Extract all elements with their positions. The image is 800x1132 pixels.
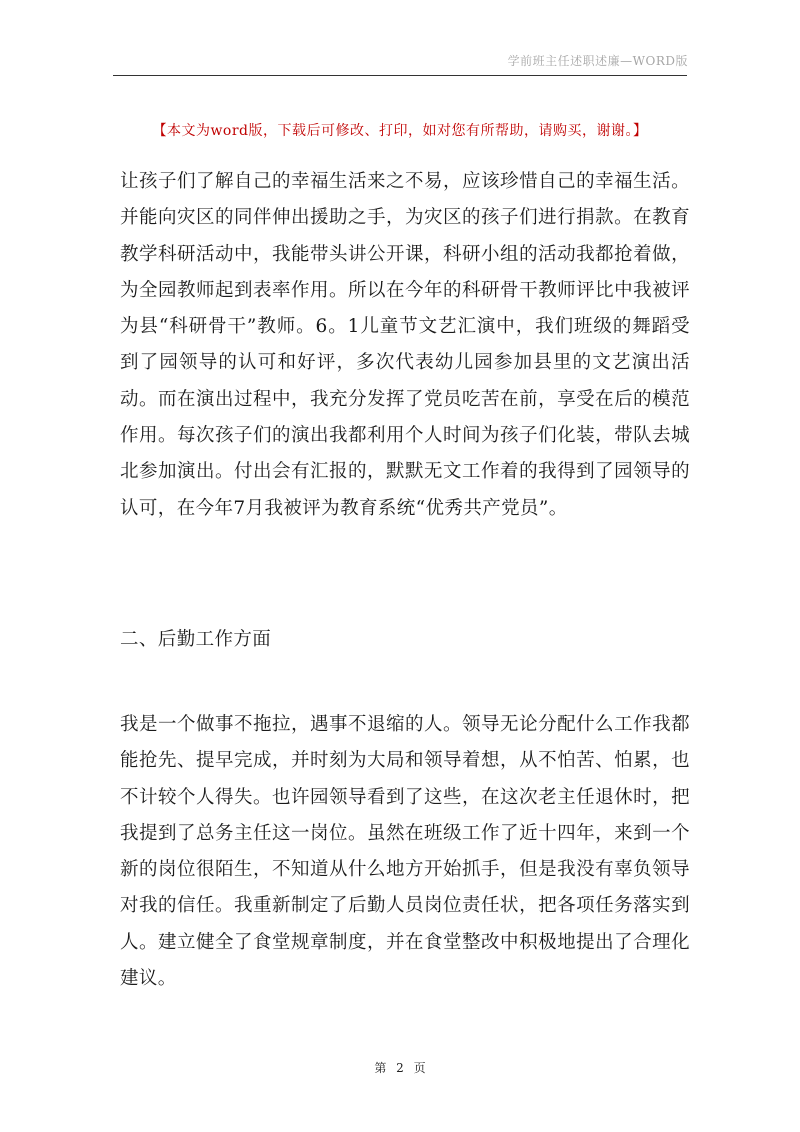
page-footer [0, 1059, 800, 1076]
body-paragraph-1: 让孩子们了解自己的幸福生活来之不易，应该珍惜自己的幸福生活。并能向灾区的同伴伸出援助之手，为灾区的孩子们进行捐款。在教育教学科研活动中，我能带头讲公开课，科研小组的活动我都抢着做，为全园教师起到表率作用。所以在今年的科研骨干教师评比中我被评为县“科研骨干”教师。6。1儿童节文艺汇演中，我们班级的舞蹈受到了园领导的认可和好评，多次代表幼儿园参加县里的文艺演出活动。而在演出过程中，我充分发挥了党员吃苦在前，享受在后的模范作用。每次孩子们的演出我都利用个人时间为孩子们化装，带队去城北参加演出。付出会有汇报的，默默无文工作着的我得到了园领导的认可，在今年7月我被评为教育系统“优秀共产党员”。 [120, 171, 690, 519]
header-divider [113, 75, 687, 76]
footer-prefix: 第 [374, 1061, 387, 1075]
document-header-title: 学前班主任述职述廉—WORD版 [507, 54, 688, 68]
footer-suffix: 页 [413, 1061, 426, 1075]
section-heading: 二、后勤工作方面 [120, 629, 272, 650]
download-notice: 【本文为word版，下载后可修改、打印，如对您有所帮助，请购买，谢谢。】 [152, 123, 648, 139]
body-paragraph-2: 我是一个做事不拖拉，遇事不退缩的人。领导无论分配什么工作我都能抢先、提早完成，并时刻为大局和领导着想，从不怕苦、怕累，也不计较个人得失。也许园领导看到了这些，在这次老主任退休时，把我提到了总务主任这一岗位。虽然在班级工作了近十四年，来到一个新的岗位很陌生，不知道从什么地方开始抓手，但是我没有辜负领导对我的信任。我重新制定了后勤人员岗位责任状，把各项任务落实到人。建立健全了食堂规章制度，并在食堂整改中积极地提出了合理化建议。 [120, 714, 690, 990]
page-number: 2 [396, 1061, 404, 1075]
